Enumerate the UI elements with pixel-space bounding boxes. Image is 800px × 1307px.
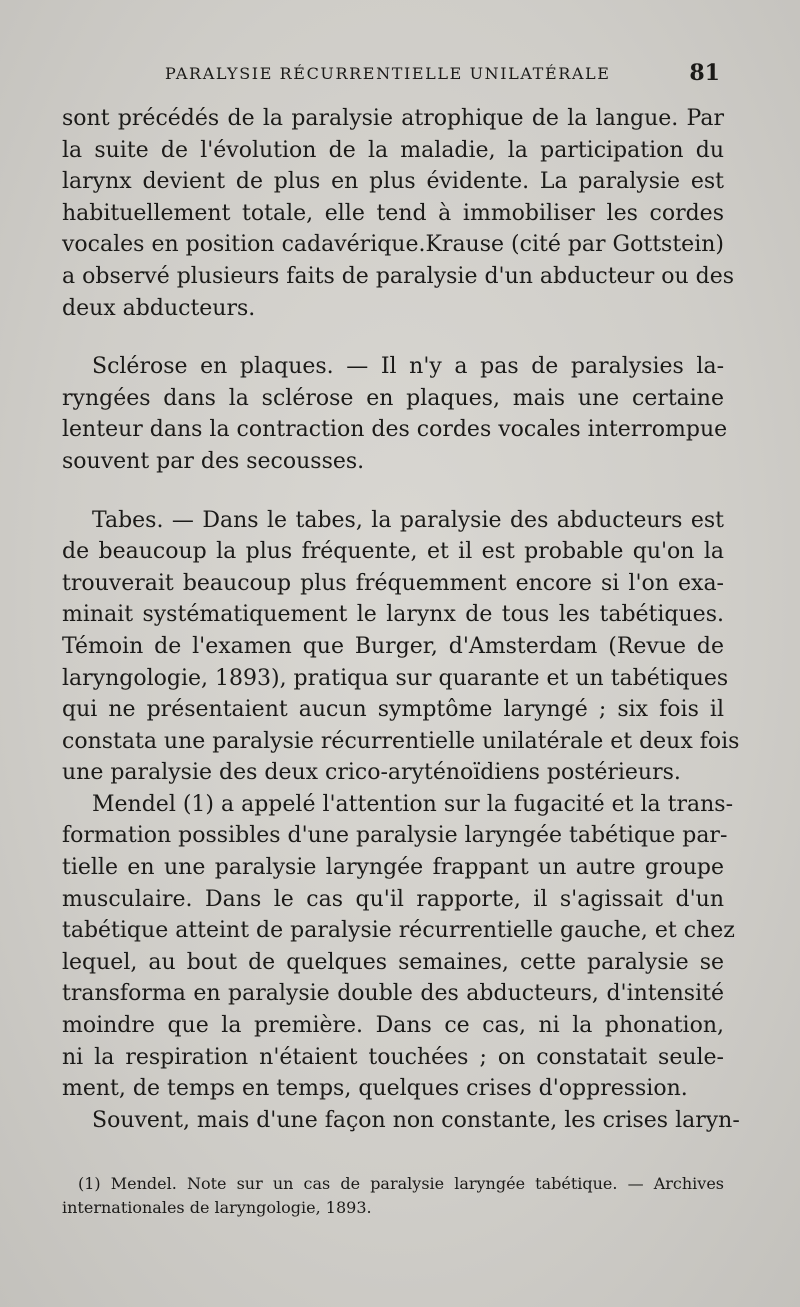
page-header [60,60,728,94]
text-line: Mendel (1) a appelé l'attention sur la fugacité et la trans- [92,791,734,817]
section-tabes-first-line: Tabes. — Dans le tabes, la paralysie des abducteurs est [92,507,724,533]
paragraph-gap [62,478,724,505]
text-line: ni la respiration n'étaient touchées ; on constatait seule- [62,1044,724,1070]
text-line: transforma en paralysie double des abducteurs, d'intensité [62,981,724,1007]
text-line: vocales en position cadavérique.Krause (cité par Gottstein) [62,232,724,258]
text-line: ment, de temps en temps, quelques crises d'oppression. [62,1076,688,1102]
running-title: PARALYSIE RÉCURRENTIELLE UNILATÉRALE [165,64,611,83]
text-line: laryngologie, 1893), pratiqua sur quarante et un tabétiques [62,665,729,691]
text-line: qui ne présentaient aucun symptôme laryngé ; six fois il [62,697,724,723]
text-line: la suite de l'évolution de la maladie, la participation du [62,137,724,163]
text-line: lenteur dans la contraction des cordes vocales interrompue [62,417,728,443]
page-number: 81 [689,60,720,86]
body-text [62,103,740,1136]
text-line: ryngées dans la sclérose en plaques, mais une certaine [62,385,724,411]
text-line: minait systématiquement le larynx de tous les tabétiques. [62,602,724,628]
footnote-line: (1) Mendel. Note sur un cas de paralysie laryngée tabétique. — Archives [78,1174,724,1193]
text-line: habituellement totale, elle tend à immobiliser les cordes [62,200,724,226]
text-line: sont précédés de la paralysie atrophique de la langue. Par [62,106,724,131]
text-line: deux abducteurs. [62,295,256,321]
footnote-line: internationales de laryngologie, 1893. [62,1198,372,1217]
text-line: moindre que la première. Dans ce cas, ni la phonation, [62,1013,724,1039]
text-line: a observé plusieurs faits de paralysie d'un abducteur ou des [62,263,735,289]
text-line: larynx devient de plus en plus évidente. La paralysie est [62,169,724,195]
text-line: formation possibles d'une paralysie laryngée tabétique par- [62,823,728,849]
text-line: constata une paralysie récurrentielle unilatérale et deux fois [62,728,740,754]
text-line: de beaucoup la plus fréquente, et il est probable qu'on la [62,539,724,565]
section-sclerose-first-line: Sclérose en plaques. — Il n'y a pas de paralysies la- [92,354,724,380]
text-line: tabétique atteint de paralysie récurrentielle gauche, et chez [62,918,735,944]
text-line: trouverait beaucoup plus fréquemment encore si l'on exa- [62,570,724,596]
text-line: Témoin de l'examen que Burger, d'Amsterdam (Revue de [62,633,724,659]
text-line: une paralysie des deux crico-aryténoïdiens postérieurs. [62,760,681,786]
paragraph-gap [62,324,724,351]
text-line: Souvent, mais d'une façon non constante, les crises laryn- [92,1107,740,1133]
footnote [62,1172,724,1220]
text-line: lequel, au bout de quelques semaines, cette paralysie se [62,949,724,975]
text-line: musculaire. Dans le cas qu'il rapporte, il s'agissait d'un [62,886,724,912]
text-line: tielle en une paralysie laryngée frappant un autre groupe [62,855,724,881]
text-line: souvent par des secousses. [62,448,365,474]
